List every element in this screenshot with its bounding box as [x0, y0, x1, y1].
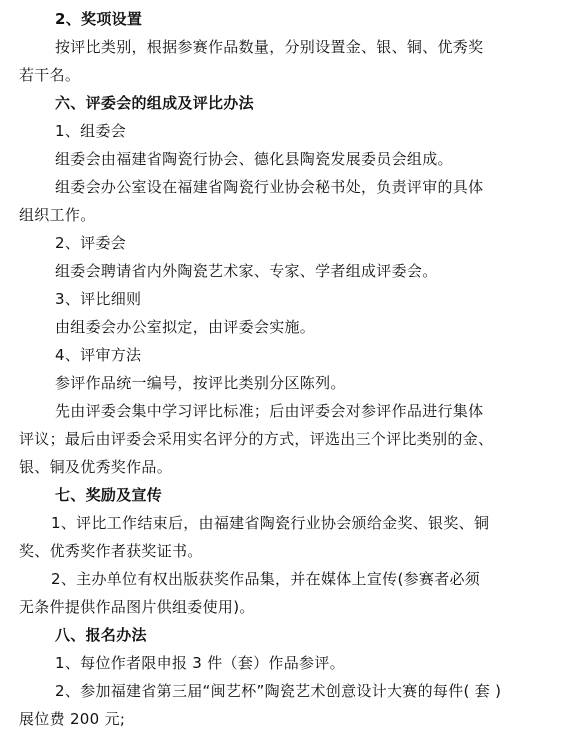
- paragraph-line: 无条件提供作品图片供组委使用)。: [19, 598, 255, 616]
- paragraph-line: 先由评委会集中学习评比标准；后由评委会对参评作品进行集体: [55, 402, 484, 420]
- paragraph-line: 参评作品统一编号，按评比类别分区陈列。: [55, 374, 346, 392]
- subheading-rules: 3、评比细则: [55, 290, 142, 308]
- paragraph-line: 组委会办公室设在福建省陶瓷行业协会秘书处，负责评审的具体: [55, 178, 484, 196]
- subheading-organizing-committee: 1、组委会: [55, 122, 127, 140]
- paragraph-line: 组织工作。: [19, 206, 96, 224]
- paragraph-line: 奖、优秀奖作者获奖证书。: [19, 542, 203, 560]
- paragraph-line: 1、每位作者限申报 3 件（套）作品参评。: [55, 654, 345, 672]
- paragraph-line: 1、评比工作结束后，由福建省陶瓷行业协会颁给金奖、银奖、铜: [51, 514, 490, 532]
- paragraph-line: 评议；最后由评委会采用实名评分的方式，评选出三个评比类别的金、: [19, 430, 494, 448]
- section-heading-awards-publicity: 七、奖励及宣传: [55, 486, 163, 504]
- paragraph-line: 组委会由福建省陶瓷行协会、德化县陶瓷发展委员会组成。: [55, 150, 453, 168]
- section-heading-registration: 八、报名办法: [55, 626, 147, 644]
- paragraph-line: 2、主办单位有权出版获奖作品集，并在媒体上宣传(参赛者必须: [51, 570, 481, 588]
- section-heading-award-setup: 2、奖项设置: [55, 10, 143, 28]
- subheading-review-method: 4、评审方法: [55, 346, 142, 364]
- paragraph-line: 由组委会办公室拟定，由评委会实施。: [55, 318, 316, 336]
- paragraph-line: 银、铜及优秀奖作品。: [19, 458, 173, 476]
- paragraph-line: 展位费 200 元;: [19, 710, 126, 728]
- paragraph-line: 按评比类别，根据参赛作品数量，分别设置金、银、铜、优秀奖: [55, 38, 484, 56]
- subheading-jury-committee: 2、评委会: [55, 234, 127, 252]
- paragraph-line: 2、参加福建省第三届“闽艺杯”陶瓷艺术创意设计大赛的每件( 套 ): [55, 682, 502, 700]
- paragraph-line: 若干名。: [19, 66, 81, 84]
- paragraph-line: 组委会聘请省内外陶瓷艺术家、专家、学者组成评委会。: [55, 262, 438, 280]
- section-heading-jury: 六、评委会的组成及评比办法: [55, 94, 254, 112]
